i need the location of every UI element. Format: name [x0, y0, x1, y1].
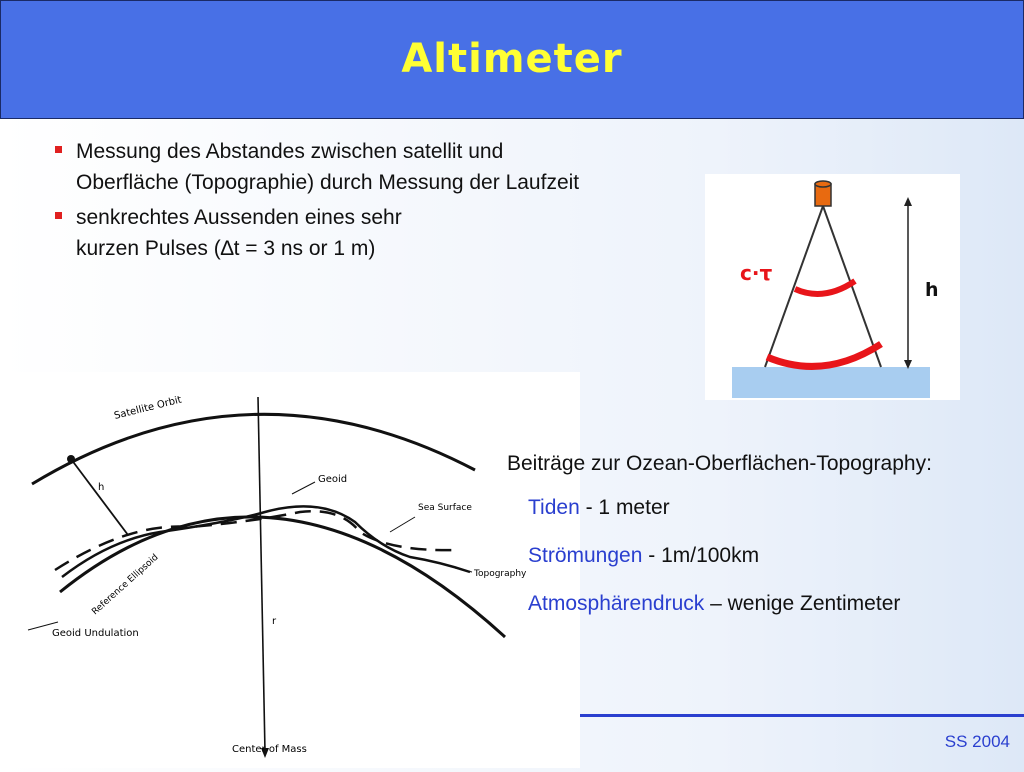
arrow-up-icon [904, 197, 912, 206]
pulse-arc-upper [795, 281, 855, 294]
contribution-term: Atmosphärendruck [528, 592, 705, 615]
satellite-orbit-curve [32, 414, 475, 484]
bullet-text: senkrechtes Aussenden eines sehr kurzen Pulses (∆t = 3 ns or 1 m) [76, 206, 402, 260]
contribution-item [528, 494, 932, 522]
r-line [258, 397, 265, 752]
r-label: r [272, 616, 277, 627]
bullet-text: Messung des Abstandes zwischen satellit und Oberfläche (Topographie) durch Messung der Laufzeit [76, 140, 580, 194]
contributions-heading: Beiträge zur Ozean-Oberflächen-Topography: [507, 452, 932, 475]
bullet-marker-icon [55, 212, 62, 219]
contribution-value: - 1m/100km [642, 544, 760, 567]
h-label: h [98, 482, 105, 493]
sea-surface-label: Sea Surface [418, 503, 472, 513]
satellite-orbit-label: Satellite Orbit [113, 394, 183, 422]
slide-title: Altimeter [401, 36, 623, 82]
geoid-undulation-label: Geoid Undulation [52, 628, 139, 639]
pulse-arc-lower [767, 344, 881, 366]
footer-divider [580, 714, 1024, 717]
bullet-list [55, 136, 615, 268]
center-of-mass-label: Center of Mass [232, 744, 307, 755]
reference-ellipsoid-label: Reference Ellipsoid [90, 552, 161, 618]
contributions-block [507, 450, 932, 618]
geoid-diagram-svg [0, 372, 580, 768]
pulse-diagram [705, 174, 960, 400]
sensor-top-icon [815, 181, 831, 187]
bullet-item [55, 136, 591, 198]
contribution-term: Strömungen [528, 544, 643, 567]
h-line [71, 459, 128, 535]
bullet-marker-icon [55, 146, 62, 153]
sea-leader [390, 517, 415, 532]
contribution-value: – wenige Zentimeter [704, 592, 901, 615]
contribution-term: Tiden [528, 496, 580, 519]
pulse-label: c·τ [740, 261, 773, 285]
water-surface [732, 367, 930, 398]
geoid-label: Geoid [318, 474, 348, 485]
pulse-diagram-svg [705, 174, 960, 400]
bullet-item [55, 202, 466, 264]
height-label: h [925, 279, 939, 301]
contribution-item [528, 542, 932, 570]
geoid-diagram [0, 372, 580, 768]
geoid-leader [292, 482, 315, 494]
contribution-value: - 1 meter [579, 496, 670, 519]
contribution-item [528, 590, 932, 618]
beam-left-line [765, 206, 823, 367]
footer-text: SS 2004 [944, 732, 1010, 751]
beam-right-line [823, 206, 881, 367]
topography-label: Topography [474, 569, 527, 579]
